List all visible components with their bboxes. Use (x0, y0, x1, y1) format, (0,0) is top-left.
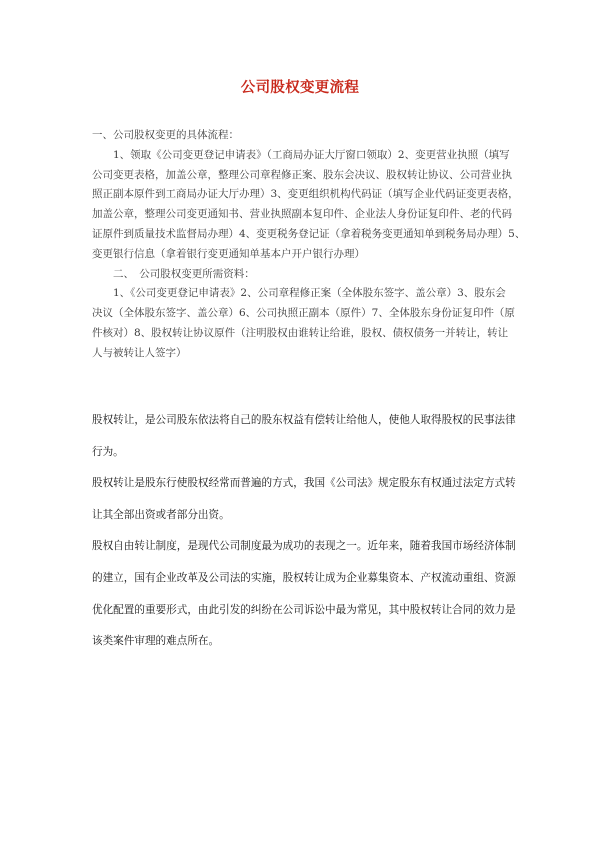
document-title: 公司股权变更流程 (240, 79, 360, 96)
text-line: 股权转让是股东行使股权经常而普遍的方式，我国《公司法》规定股东有权通过法定方式转 (92, 477, 516, 490)
text-line: 的建立，国有企业改革及公司法的实施，股权转让成为企业募集资本、产权流动重组、资源 (92, 571, 516, 584)
text-line: 1、《公司变更登记申请表》2、公司章程修正案（全体股东签字、盖公章）3、股东会 (113, 287, 506, 300)
text-line: 股权转让，是公司股东依法将自己的股东权益有偿转让给他人，使他人取得股权的民事法律 (92, 414, 516, 426)
section-heading: 二、 公司股权变更所需资料： (113, 267, 255, 280)
text-line: 人与被转让人签字） (92, 346, 187, 359)
text-line: 变更银行信息（拿着银行变更通知单基本户开户银行办理） (92, 247, 365, 260)
paragraph (92, 468, 552, 531)
section-heading: 一、公司股权变更的具体流程： (92, 129, 239, 141)
text-line: 加盖公章，整理公司变更通知书、营业执照副本复印件、企业法人身份证复印件、老的代码 (92, 208, 512, 221)
text-line: 股权自由转让制度，是现代公司制度最为成功的表现之一。近年来，随着我国市场经济体制 (92, 540, 516, 553)
text-line: 行为。 (92, 445, 124, 458)
text-line: 公司变更表格，加盖公章，整理公司章程修正案、股东会决议、股权转让协议、公司营业执 (92, 168, 512, 181)
body-text (92, 405, 552, 658)
text-line: 件核对）8、股权转让协议原件（注明股权由谁转让给谁，股权、债权债务一并转让，转让 (92, 326, 509, 339)
text-line: 优化配置的重要形式，由此引发的纠纷在公司诉讼中最为常见，其中股权转让合同的效力是 (92, 603, 516, 616)
text-line: 1、领取《公司变更登记申请表》（工商局办证大厅窗口领取）2、变更营业执照（填写 (113, 148, 510, 161)
text-line: 决议（全体股东签字、盖公章）6、公司执照正副本（原件）7、全体股东身份证复印件（原 (92, 307, 515, 320)
text-line: 照正副本原件到工商局办证大厅办理）3、变更组织机构代码证（填写企业代码证变更表格， (92, 188, 519, 201)
text-line: 证原件到质量技术监督局办理）4、变更税务登记证（拿着税务变更通知单到税务局办理）5、 (92, 227, 526, 240)
process-section (92, 126, 532, 364)
paragraph (92, 405, 552, 468)
paragraph (92, 531, 552, 657)
text-line: 该类案件审理的难点所在。 (92, 635, 220, 648)
text-line: 让其全部出资或者部分出资。 (92, 508, 230, 521)
